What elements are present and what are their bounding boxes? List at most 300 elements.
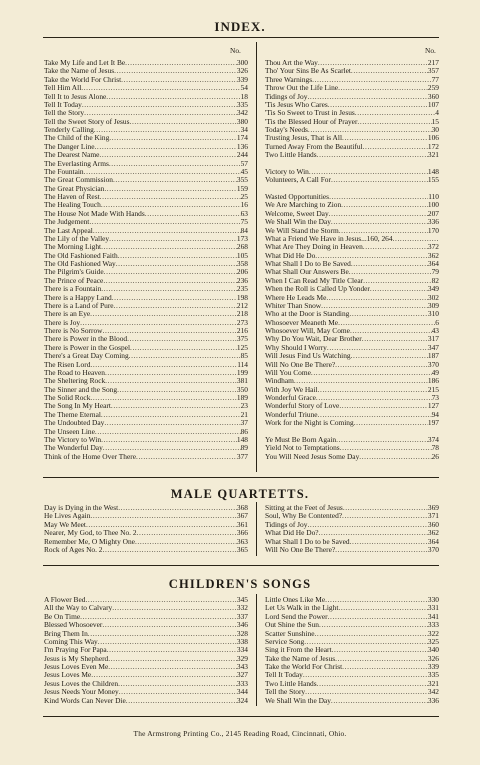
dot-leader (90, 310, 237, 318)
dot-leader (130, 118, 237, 126)
entry-number: 63 (240, 208, 248, 218)
entry-number: 336 (427, 217, 439, 227)
entry-title: Jesus Loves Even Me (44, 662, 109, 671)
dot-leader (105, 369, 237, 377)
dot-leader (112, 294, 237, 302)
entry-title: There is an Eye (44, 309, 91, 319)
index-right-column (265, 59, 439, 461)
entry-title: There's a Great Day Coming (44, 351, 129, 361)
entry-number: 23 (240, 401, 248, 411)
entry-number: 300 (236, 58, 248, 67)
entry-title: The Undoubted Day (44, 418, 105, 428)
entry-number: 326 (427, 653, 439, 663)
entry-title: There is a Fountain (44, 284, 102, 294)
dot-leader (93, 227, 241, 235)
entry-number: 148 (427, 166, 439, 176)
entry-title: Turned Away From the Beautiful (265, 141, 363, 151)
dot-leader (114, 67, 237, 75)
entry-title: The Great Commission (44, 175, 113, 185)
dot-leader (343, 504, 428, 512)
entry-number: 336 (427, 695, 439, 705)
entry-title: Tell Him All (44, 83, 82, 93)
entry-title: Jesus is My Shepherd (44, 653, 109, 663)
section-rule (43, 477, 439, 478)
entry-number: 367 (236, 511, 248, 521)
entry-title: Soul, Why Be Contented? (265, 511, 343, 521)
entry-number: 86 (240, 426, 248, 436)
dot-leader (129, 352, 241, 360)
dot-leader (90, 361, 237, 369)
index-entry (265, 176, 439, 184)
dot-leader (109, 235, 237, 243)
entry-title: Rock of Ages No. 2 (44, 544, 103, 554)
entry-title: Thou Art the Way (265, 58, 318, 67)
dot-leader (359, 453, 431, 461)
dot-leader (127, 335, 237, 343)
footer-rule (43, 716, 439, 717)
entry-number: 127 (427, 401, 439, 411)
entry-title: Sitting at the Feet of Jesus (265, 503, 343, 512)
entry-title: Tenderly Calling (44, 125, 94, 134)
entry-title: The Healing Touch (44, 200, 101, 210)
right-no-heading: No. (425, 46, 436, 55)
entry-title: When I Can Read My Title Clear (265, 275, 364, 285)
entry-number: 218 (236, 309, 248, 319)
dot-leader (357, 118, 431, 126)
dot-leader (317, 680, 428, 688)
male-quartets-left (44, 504, 248, 554)
entry-title: The Old Fashioned Faith (44, 250, 118, 260)
entry-title: Tell the Sweet Story of Jesus (44, 116, 130, 126)
entry-title: Two Little Hands (265, 678, 317, 688)
dot-leader (99, 151, 237, 159)
dot-leader (339, 402, 428, 410)
entry-number: 54 (240, 83, 248, 93)
entry-number: 216 (236, 326, 248, 335)
dot-leader (319, 621, 428, 629)
dot-leader (117, 386, 237, 394)
male-quartets-right (265, 504, 439, 554)
entry-number: 73 (431, 393, 439, 402)
entry-title: The Last Appeal (44, 225, 93, 235)
entry-title: Nearer, My God, to Thee No. 2 (44, 528, 137, 538)
dot-leader (80, 613, 237, 621)
entry-title: We Shall Win the Day (265, 695, 331, 705)
entry-title: You Will Need Jesus Some Day (265, 451, 360, 461)
entry-title: Wonderful Story of Love (265, 401, 340, 411)
entry-number: 342 (427, 687, 439, 697)
entry-title: 'Tis So Sweet to Trust in Jesus (265, 108, 355, 118)
entry-number: 244 (236, 150, 248, 160)
entry-title: Jesus Needs Your Money (44, 687, 119, 697)
dot-leader (331, 697, 428, 705)
dot-leader (329, 193, 428, 201)
dot-leader (125, 59, 237, 67)
entry-title: The Old Fashioned Way (44, 259, 116, 268)
entry-title: Tell It Today (44, 99, 82, 109)
entry-title: Jesus Loves the Children (44, 678, 119, 688)
dot-leader (113, 176, 237, 184)
dot-leader (118, 680, 237, 688)
entry-number: 360 (427, 519, 439, 529)
entry-title: Remember Me, O Mighty One (44, 536, 135, 546)
entry-title: Will No One Be There? (265, 359, 336, 369)
entry-title: The Sinner and the Song (44, 384, 118, 394)
dot-leader (354, 419, 428, 427)
dot-leader (329, 210, 428, 218)
entry-number: 344 (236, 687, 248, 697)
entry-number: 259 (427, 83, 439, 93)
entry-number: 6 (435, 317, 439, 327)
entry-number: 82 (431, 275, 439, 285)
entry-number: 370 (427, 544, 439, 554)
entry-title: What Did He Do (265, 250, 316, 260)
entry-number: 125 (236, 342, 248, 352)
entry-title: Ye Must Be Born Again (265, 434, 337, 444)
entry-number: 372 (427, 242, 439, 252)
entry-number: 174 (236, 133, 248, 143)
entry-title: Yield Not to Temptations (265, 443, 340, 453)
dot-leader (335, 361, 428, 369)
top-rule (43, 37, 439, 38)
entry-title: The Risen Lord (44, 359, 91, 369)
entry-number: 84 (240, 225, 248, 235)
entry-number: 364 (427, 536, 439, 546)
entry-title: Whosoever Meaneth Me (265, 317, 339, 327)
entry-title: Sing it From the Heart (265, 645, 332, 655)
dot-leader (325, 596, 428, 604)
entry-title: The Judgement (44, 217, 90, 227)
dot-leader (332, 646, 428, 654)
entry-number: 207 (427, 208, 439, 218)
dot-leader (100, 193, 241, 201)
entry-number: 361 (236, 519, 248, 529)
dot-leader (118, 252, 237, 260)
entry-title: Think of the Home Over There (44, 451, 137, 461)
entry-number: 327 (236, 670, 248, 680)
entry-title: Why Do You Wait, Dear Brother (265, 334, 362, 344)
dot-leader (109, 134, 237, 142)
dot-leader (136, 453, 237, 461)
entry-title: Service Song (265, 636, 305, 646)
entry-number: 235 (236, 284, 248, 294)
dot-leader (342, 663, 428, 671)
dot-leader (335, 546, 428, 554)
quartets-divider (256, 502, 257, 556)
entry-title: We Are Marching to Zion (265, 200, 342, 210)
entry-title: When the Roll is Called Up Yonder (265, 284, 370, 294)
dot-leader (350, 538, 428, 546)
entry-number: 325 (427, 636, 439, 646)
entry-number: 338 (236, 636, 248, 646)
entry-number: 159 (236, 183, 248, 193)
entry-number: 362 (427, 250, 439, 260)
dot-leader (317, 151, 428, 159)
entry-number: 206 (236, 267, 248, 277)
dot-leader (106, 93, 240, 101)
entry-title: Tidings of Joy (265, 91, 308, 101)
entry-number: 362 (427, 528, 439, 538)
entry-number: 173 (236, 233, 248, 243)
entry-number: 317 (427, 334, 439, 344)
index-entry (44, 697, 248, 705)
entry-number: 366 (236, 528, 248, 538)
dot-leader (104, 419, 240, 427)
entry-title: Take My Life and Let It Be (44, 58, 126, 67)
entry-number: 370 (427, 359, 439, 369)
dot-leader (338, 319, 435, 327)
entry-number: 198 (236, 292, 248, 302)
entry-number: 343 (236, 662, 248, 671)
entry-title: What a Friend We Have in Jesus...160, 264 (265, 233, 393, 243)
dot-leader (104, 185, 237, 193)
entry-title: Be On Time (44, 611, 81, 621)
entry-number: 326 (236, 66, 248, 76)
entry-number: 100 (427, 200, 439, 210)
entry-title: The Everlasting Arms (44, 158, 109, 168)
entry-title: Victory to Win (265, 166, 309, 176)
childrens-songs-right (265, 596, 439, 705)
entry-title: Blessed Whosoever (44, 620, 103, 630)
entry-title: Take the Name of Jesus (265, 653, 336, 663)
entry-title: Whosoever Will, May Come (265, 326, 350, 335)
entry-number: 331 (427, 603, 439, 613)
entry-number: 345 (236, 595, 248, 604)
dot-leader (341, 201, 428, 209)
entry-number: 170 (427, 225, 439, 235)
entry-number: 377 (236, 451, 248, 461)
dot-leader (363, 243, 428, 251)
dot-leader (114, 302, 237, 310)
dot-leader (351, 352, 428, 360)
entry-title: The Song In My Heart (44, 401, 111, 411)
entry-title: Windham (265, 376, 294, 386)
entry-title: Work for the Night is Coming (265, 418, 354, 428)
entry-number: 349 (427, 284, 439, 294)
entry-number: 347 (427, 342, 439, 352)
entry-title: Welcome, Sweet Day (265, 208, 329, 218)
entry-number: 335 (236, 99, 248, 109)
entry-number: 309 (427, 300, 439, 310)
entry-title: The Great Physician (44, 183, 105, 193)
entry-number: 114 (237, 359, 248, 369)
entry-title: Take the Name of Jesus (44, 66, 115, 76)
dot-leader (363, 143, 428, 151)
entry-title: The Victory to Win (44, 434, 102, 444)
page-title: INDEX. (214, 19, 266, 34)
index-entry (265, 697, 439, 705)
entry-number: 332 (236, 603, 248, 613)
entry-title: A Flower Bed (44, 595, 86, 604)
entry-number: 268 (236, 242, 248, 252)
dot-leader (101, 243, 237, 251)
entry-number: 375 (236, 334, 248, 344)
childrens-songs-left (44, 596, 248, 705)
entry-title: What Did He Do? (265, 528, 319, 538)
entry-title: The Road to Heaven (44, 367, 105, 377)
entry-number: 333 (236, 678, 248, 688)
dot-leader (307, 521, 427, 529)
entry-number: 273 (236, 317, 248, 327)
entry-title: Bring Them In (44, 628, 88, 638)
entry-title: Tell It to Jesus Alone (44, 91, 107, 101)
entry-number: 329 (236, 653, 248, 663)
entry-title: The Wonderful Day (44, 443, 103, 453)
entry-title: There is a Happy Land (44, 292, 112, 302)
entry-title: The Child of the King (44, 133, 110, 143)
entry-number: 236 (236, 275, 248, 285)
dot-leader (326, 294, 428, 302)
entry-number: 148 (236, 434, 248, 444)
dot-leader (318, 386, 428, 394)
entry-title: The Solid Rock (44, 393, 91, 402)
entry-title: Tidings of Joy (265, 519, 308, 529)
entry-number: 335 (427, 670, 439, 680)
dot-leader (104, 268, 237, 276)
entry-title: 'Tis the Blessed Hour of Prayer (265, 116, 358, 126)
entry-number: 106 (427, 133, 439, 143)
entry-number: 105 (236, 250, 248, 260)
entry-number: 18 (240, 91, 248, 101)
entry-title: The Danger Line (44, 141, 95, 151)
left-no-heading: No. (230, 46, 241, 55)
dot-leader (108, 663, 237, 671)
entry-number: 77 (431, 74, 439, 84)
entry-number: 79 (431, 267, 439, 277)
entry-title: What Shall I Do to be Saved (265, 536, 350, 546)
dot-leader (90, 394, 237, 402)
entry-title: There is Power in the Blood (44, 334, 128, 344)
entry-number: 172 (427, 141, 439, 151)
entry-number: 75 (240, 217, 248, 227)
dot-leader (126, 697, 237, 705)
entry-number: 342 (236, 108, 248, 118)
entry-number: 324 (236, 695, 248, 705)
entry-number: 337 (236, 611, 248, 621)
dot-leader (363, 277, 431, 285)
entry-title: The Fountain (44, 166, 84, 176)
entry-title: What Shall Our Answers Be (265, 267, 349, 277)
dot-leader (349, 310, 428, 318)
entry-number: 212 (236, 300, 248, 310)
entry-number: 321 (427, 150, 439, 160)
dot-leader (331, 176, 428, 184)
entry-number: 197 (427, 418, 439, 428)
entry-number: 16 (240, 200, 248, 210)
entry-number: 350 (236, 384, 248, 394)
entry-number: 358 (236, 259, 248, 268)
entry-title: Out Shine the Sun (265, 620, 319, 630)
entry-number: 155 (427, 175, 439, 185)
entry-title: The Unseen Line (44, 426, 95, 436)
entry-title: The House Not Made With Hands (44, 208, 145, 218)
dot-leader (82, 101, 237, 109)
entry-number: 30 (431, 125, 439, 134)
entry-number: 355 (236, 175, 248, 185)
entry-title: Wonderful Triune (265, 409, 318, 419)
childrens-songs-title: CHILDREN'S SONGS (168, 577, 312, 591)
childrens-divider (256, 594, 257, 706)
entry-title: There is Power in the Gospel (44, 342, 130, 352)
entry-title: Will You Come (265, 367, 311, 377)
entry-number: 186 (427, 376, 439, 386)
dot-leader (107, 646, 237, 654)
dot-leader (119, 688, 237, 696)
dot-leader (89, 218, 240, 226)
entry-number: 94 (431, 409, 439, 419)
entry-number: 333 (427, 620, 439, 630)
entry-title: Let Us Walk in the Light (265, 603, 339, 613)
dot-leader (94, 126, 241, 134)
entry-number: 364 (427, 259, 439, 268)
entry-title: Day is Dying in the West (44, 503, 119, 512)
dot-leader (338, 84, 428, 92)
index-entry (265, 151, 439, 159)
entry-number: 346 (236, 620, 248, 630)
entry-number: 374 (427, 434, 439, 444)
dot-leader (101, 411, 241, 419)
entry-number: 310 (427, 309, 439, 319)
entry-number: 43 (431, 326, 439, 335)
entry-title: What Shall I Do to Be Saved (265, 259, 351, 268)
entry-number: 136 (236, 141, 248, 151)
dot-leader (102, 621, 237, 629)
dot-leader (121, 76, 237, 84)
dot-leader (80, 319, 237, 327)
entry-title: Trusting Jesus, That is All (265, 133, 343, 143)
entry-title: The Pilgrim's Guide (44, 267, 104, 277)
entry-number: 15 (431, 116, 439, 126)
entry-number: 363 (236, 536, 248, 546)
dot-leader (130, 344, 237, 352)
index-entry (265, 453, 439, 461)
dot-leader (95, 428, 241, 436)
entry-title: I'm Praying For Papa (44, 645, 107, 655)
dot-leader (303, 671, 428, 679)
entry-number: 302 (427, 292, 439, 302)
entry-title: Two Little Hands (265, 150, 317, 160)
entry-number: 57 (240, 158, 248, 168)
entry-title: Wasted Opportunities (265, 192, 330, 201)
entry-title: May We Meet (44, 519, 86, 529)
entry-title: Will No One Be There? (265, 544, 336, 554)
entry-title: We Will Stand the Storm (265, 225, 339, 235)
dot-leader (103, 277, 237, 285)
entry-number: 217 (427, 58, 439, 67)
entry-number: 360 (427, 91, 439, 101)
entry-number: 369 (427, 503, 439, 512)
entry-number: 330 (427, 595, 439, 604)
entry-title: Volunteers, A Call For (265, 175, 331, 185)
entry-title: Will Jesus Find Us Watching (265, 351, 351, 361)
entry-title: The Lily of the Valley (44, 233, 110, 243)
entry-number: 4 (435, 108, 439, 118)
entry-title: Lord Send the Power (265, 611, 328, 621)
entry-title: Kind Words Can Never Die (44, 695, 126, 705)
entry-title: Coming This Way (44, 636, 98, 646)
entry-number: 341 (427, 611, 439, 621)
entry-title: There is Joy (44, 317, 81, 327)
printer-imprint: The Armstrong Printing Co., 2145 Reading Road, Cincinnati, Ohio. (133, 729, 347, 738)
column-divider (256, 42, 257, 472)
dot-leader (118, 504, 237, 512)
dot-leader (109, 160, 241, 168)
entry-title: Tell It Today (265, 670, 303, 680)
entry-title: Where He Leads Me (265, 292, 327, 302)
entry-title: Tell the Story (265, 687, 306, 697)
entry-number: 371 (427, 511, 439, 521)
dot-leader (98, 638, 237, 646)
